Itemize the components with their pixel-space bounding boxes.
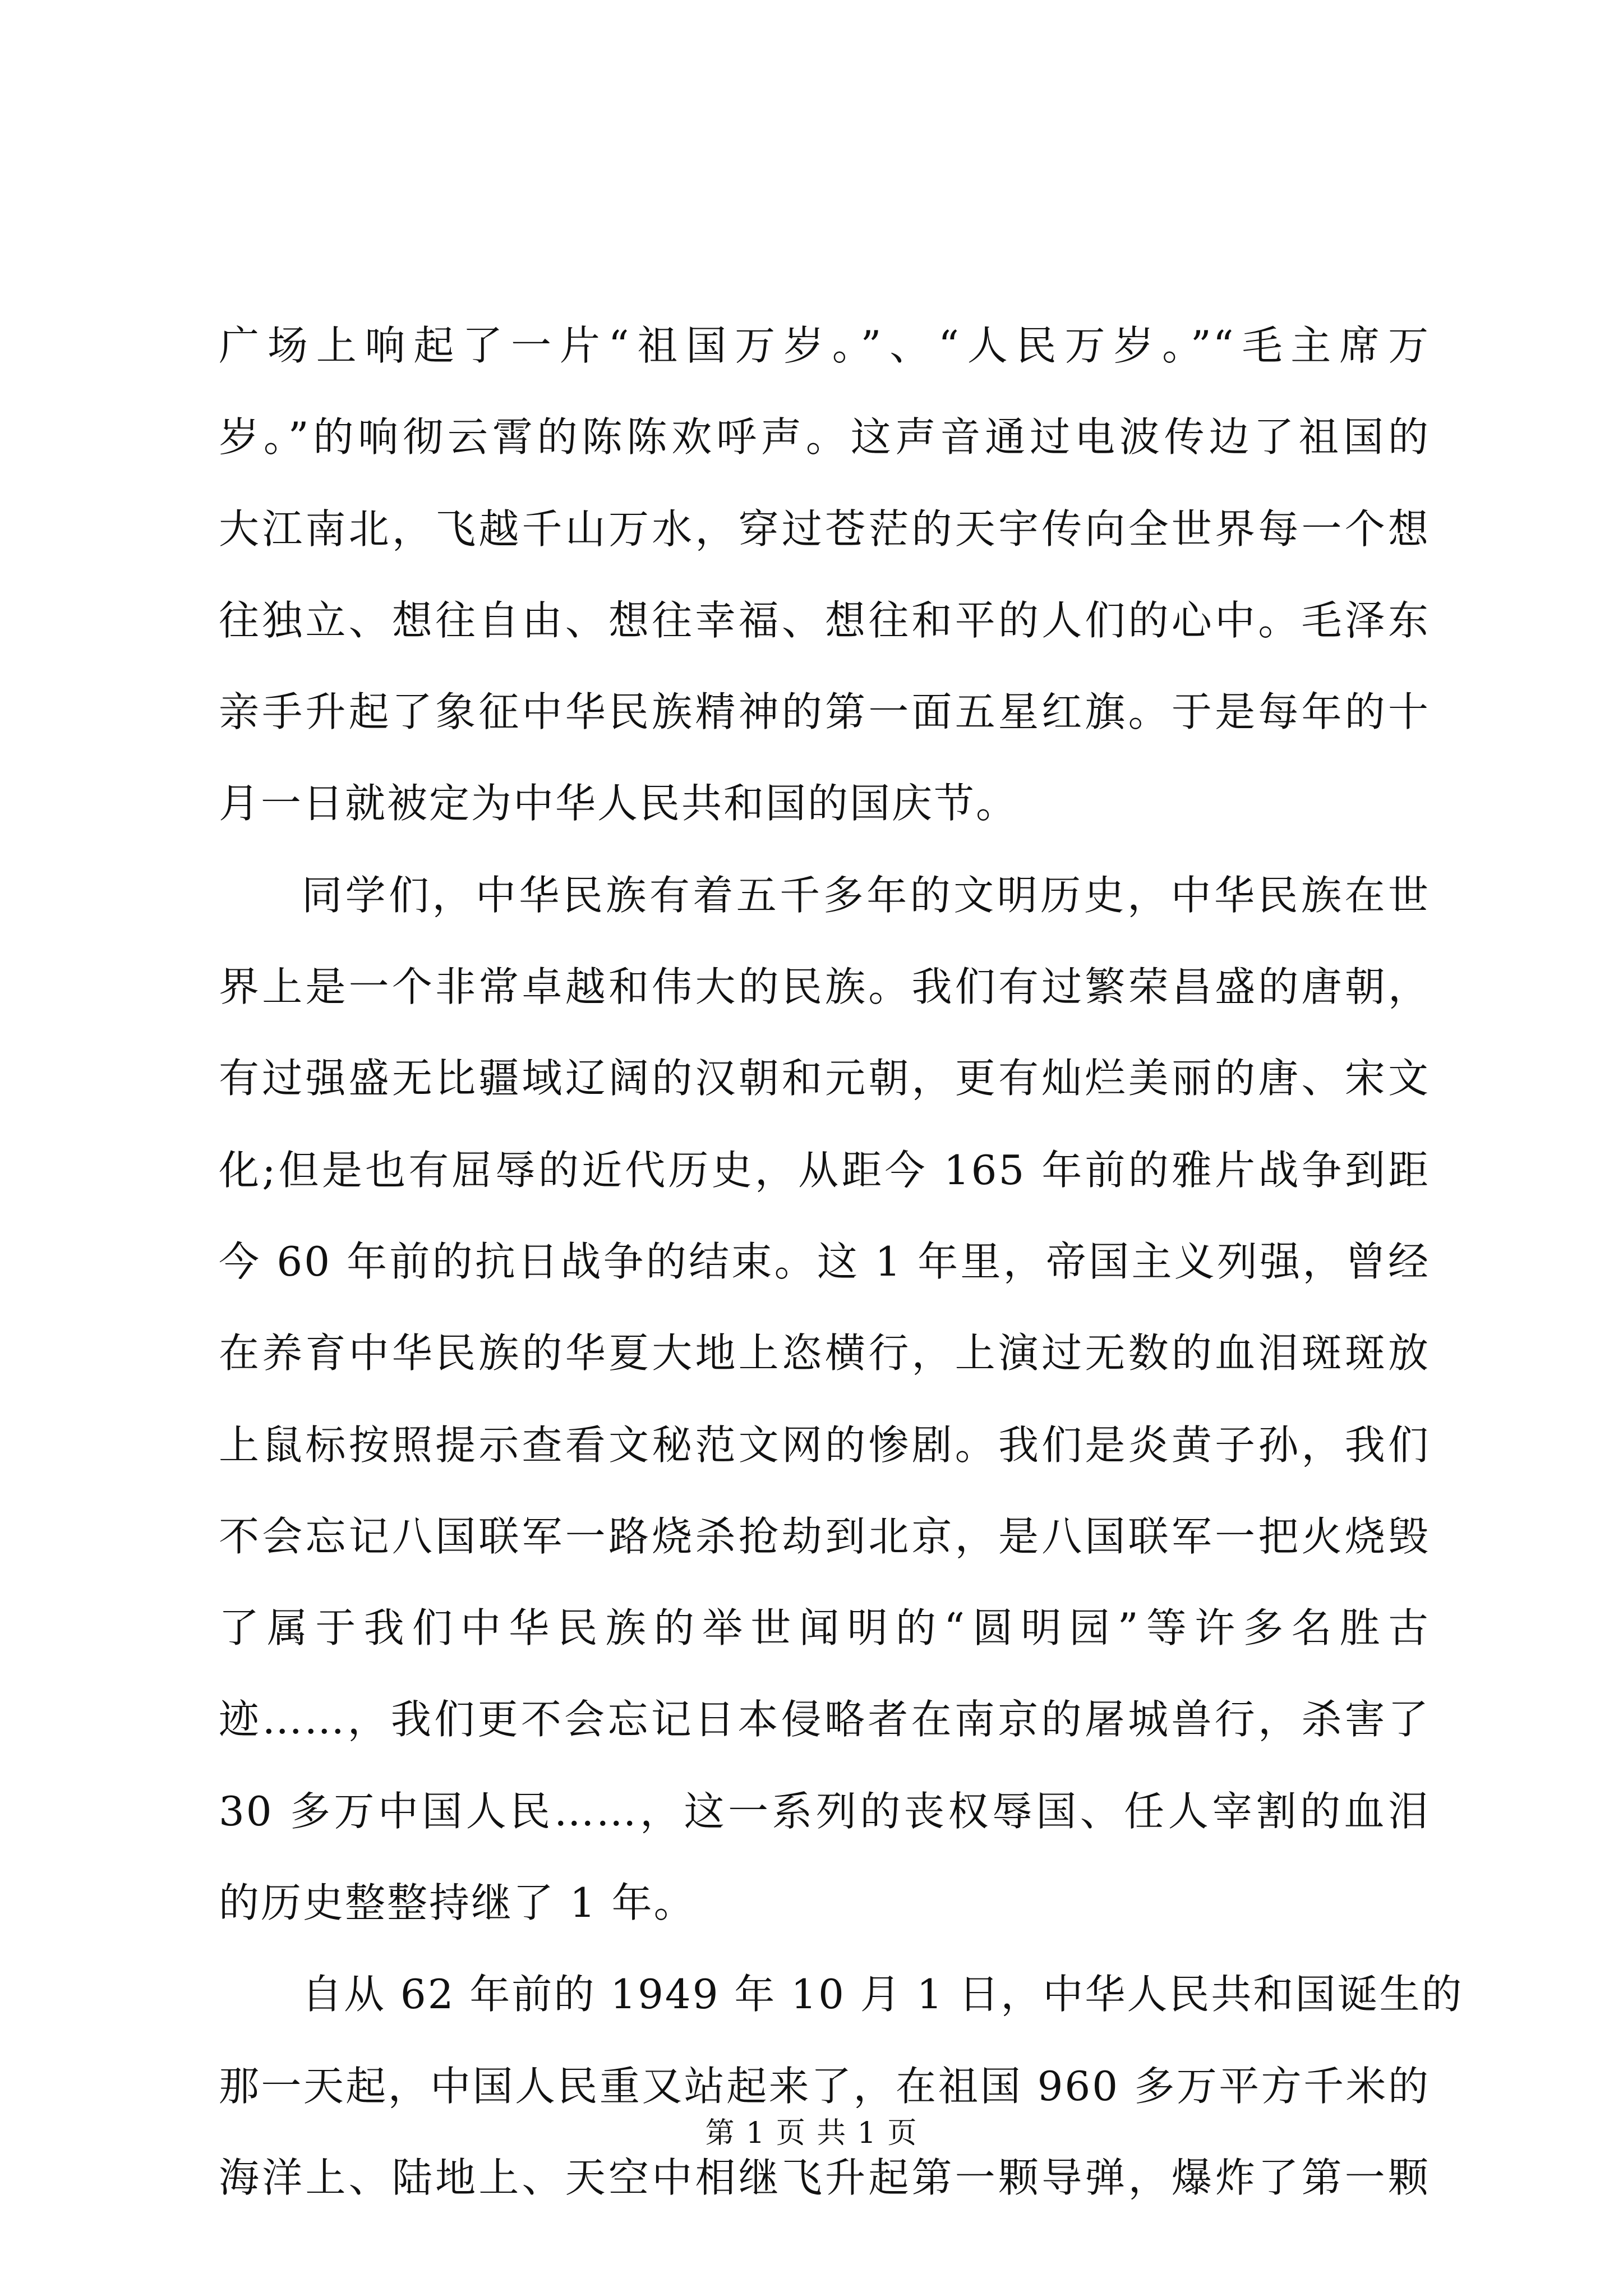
text-line: 自从 62 年前的 1949 年 10 月 1 日，中华人民共和国诞生的 [302, 1971, 1464, 2018]
text-line: 亲手升起了象征中华民族精神的第一面五星红旗。于是每年的十 [219, 688, 1430, 736]
text-line: 迹……，我们更不会忘记日本侵略者在南京的屠城兽行，杀害了 [219, 1696, 1430, 1743]
text-line: 界上是一个非常卓越和伟大的民族。我们有过繁荣昌盛的唐朝， [219, 963, 1430, 1011]
text-line: 在养育中华民族的华夏大地上恣横行，上演过无数的血泪斑斑放 [219, 1329, 1430, 1377]
text-line: 今 60 年前的抗日战争的结束。这 1 年里，帝国主义列强，曾经 [219, 1237, 1430, 1285]
text-line: 往独立、想往自由、想往幸福、想往和平的人们的心中。毛泽东 [219, 596, 1430, 644]
text-line: 海洋上、陆地上、天空中相继飞升起第一颗导弹，爆炸了第一颗 [219, 2154, 1430, 2201]
text-line: 月一日就被定为中华人民共和国的国庆节。 [219, 780, 1018, 827]
text-line: 30 多万中国人民……，这一系列的丧权辱国、任人宰割的血泪 [219, 1787, 1430, 1835]
text-line: 的历史整整持继了 1 年。 [219, 1879, 696, 1927]
text-line: 同学们，中华民族有着五千多年的文明历史，中华民族在世 [302, 871, 1430, 919]
text-line: 广场上响起了一片“祖国万岁。”、“人民万岁。”“毛主席万 [219, 322, 1430, 369]
text-line: 了属于我们中华民族的举世闻明的“圆明园”等许多名胜古 [219, 1604, 1430, 1652]
text-line: 上鼠标按照提示查看文秘范文网的惨剧。我们是炎黄子孙，我们 [219, 1421, 1430, 1469]
text-line: 有过强盛无比疆域辽阔的汉朝和元朝，更有灿烂美丽的唐、宋文 [219, 1055, 1430, 1102]
text-line: 大江南北，飞越千山万水，穿过苍茫的天宇传向全世界每一个想 [219, 505, 1430, 553]
text-line: 化;但是也有屈辱的近代历史，从距今 165 年前的雅片战争到距 [219, 1146, 1430, 1194]
page-footer: 第 1 页 共 1 页 [705, 2116, 918, 2150]
text-line: 那一天起，中国人民重又站起来了，在祖国 960 多万平方千米的 [219, 2062, 1430, 2110]
text-line: 岁。”的响彻云霄的陈陈欢呼声。这声音通过电波传边了祖国的 [219, 413, 1430, 461]
text-line: 不会忘记八国联军一路烧杀抢劫到北京，是八国联军一把火烧毁 [219, 1512, 1430, 1560]
body-text [219, 300, 1464, 2224]
